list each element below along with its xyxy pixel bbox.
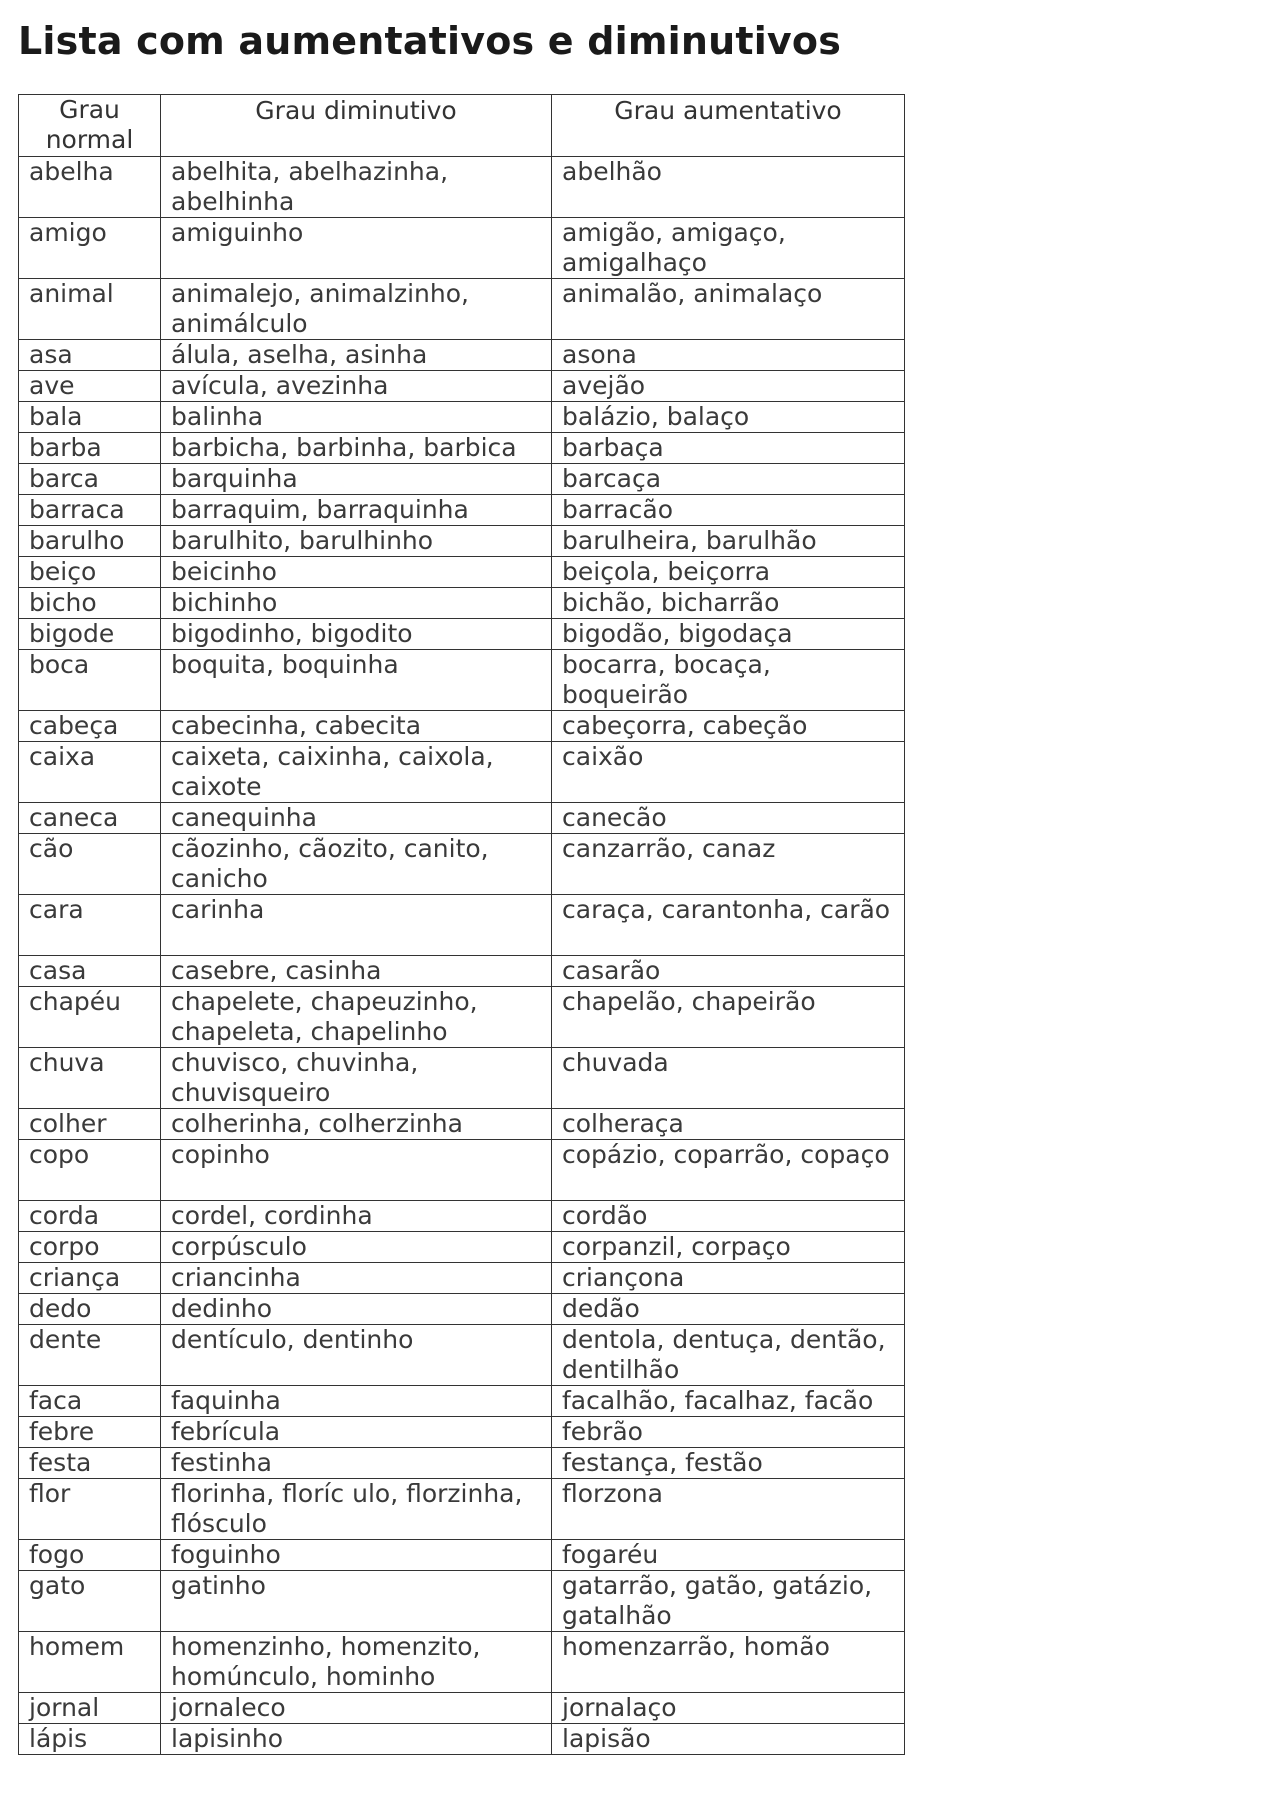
table-row — [19, 803, 905, 834]
cell-grau-normal: dente — [19, 1325, 161, 1386]
table-row — [19, 742, 905, 803]
table-row — [19, 1417, 905, 1448]
cell-grau-normal: fogo — [19, 1540, 161, 1571]
cell-grau-normal: animal — [19, 279, 161, 340]
table-row — [19, 464, 905, 495]
table-row — [19, 340, 905, 371]
table-row — [19, 1325, 905, 1386]
cell-grau-diminutivo: cabecinha, cabecita — [161, 711, 552, 742]
cell-grau-normal: bala — [19, 402, 161, 433]
cell-grau-aumentativo: bichão, bicharrão — [552, 588, 905, 619]
cell-grau-normal: abelha — [19, 157, 161, 218]
table-row — [19, 526, 905, 557]
cell-grau-diminutivo: beicinho — [161, 557, 552, 588]
cell-grau-diminutivo: dedinho — [161, 1294, 552, 1325]
cell-grau-aumentativo: barcaça — [552, 464, 905, 495]
table-row — [19, 1048, 905, 1109]
table-row — [19, 1140, 905, 1201]
cell-grau-normal: gato — [19, 1571, 161, 1632]
table-row — [19, 1448, 905, 1479]
cell-grau-aumentativo: canzarrão, canaz — [552, 834, 905, 895]
cell-grau-normal: corpo — [19, 1232, 161, 1263]
cell-grau-diminutivo: álula, aselha, asinha — [161, 340, 552, 371]
cell-grau-diminutivo: florinha, floríc ulo, florzinha, flósculo — [161, 1479, 552, 1540]
cell-grau-aumentativo: festança, festão — [552, 1448, 905, 1479]
cell-grau-aumentativo: casarão — [552, 956, 905, 987]
table-row — [19, 1263, 905, 1294]
cell-grau-aumentativo: homenzarrão, homão — [552, 1632, 905, 1693]
cell-grau-normal: colher — [19, 1109, 161, 1140]
cell-grau-normal: casa — [19, 956, 161, 987]
cell-grau-diminutivo: abelhita, abelhazinha, abelhinha — [161, 157, 552, 218]
cell-grau-normal: barba — [19, 433, 161, 464]
cell-grau-normal: caixa — [19, 742, 161, 803]
cell-grau-aumentativo: barulheira, barulhão — [552, 526, 905, 557]
cell-grau-diminutivo: avícula, avezinha — [161, 371, 552, 402]
table-row — [19, 588, 905, 619]
cell-grau-diminutivo: lapisinho — [161, 1724, 552, 1755]
cell-grau-diminutivo: caixeta, caixinha, caixola, caixote — [161, 742, 552, 803]
cell-grau-aumentativo: caixão — [552, 742, 905, 803]
cell-grau-aumentativo: chuvada — [552, 1048, 905, 1109]
table-row — [19, 711, 905, 742]
cell-grau-aumentativo: balázio, balaço — [552, 402, 905, 433]
cell-grau-normal: cabeça — [19, 711, 161, 742]
cell-grau-diminutivo: febrícula — [161, 1417, 552, 1448]
cell-grau-diminutivo: colherinha, colherzinha — [161, 1109, 552, 1140]
table-row — [19, 1232, 905, 1263]
cell-grau-aumentativo: barracão — [552, 495, 905, 526]
cell-grau-aumentativo: avejão — [552, 371, 905, 402]
cell-grau-normal: beiço — [19, 557, 161, 588]
table-row — [19, 495, 905, 526]
table-row — [19, 1724, 905, 1755]
cell-grau-diminutivo: cãozinho, cãozito, canito, canicho — [161, 834, 552, 895]
cell-grau-diminutivo: dentículo, dentinho — [161, 1325, 552, 1386]
cell-grau-diminutivo: boquita, boquinha — [161, 650, 552, 711]
cell-grau-diminutivo: chuvisco, chuvinha, chuvisqueiro — [161, 1048, 552, 1109]
cell-grau-aumentativo: gatarrão, gatão, gatázio, gatalhão — [552, 1571, 905, 1632]
cell-grau-normal: asa — [19, 340, 161, 371]
table-row — [19, 650, 905, 711]
cell-grau-aumentativo: caraça, carantonha, carão — [552, 895, 905, 956]
cell-grau-normal: amigo — [19, 218, 161, 279]
cell-grau-diminutivo: corpúsculo — [161, 1232, 552, 1263]
table-row — [19, 402, 905, 433]
table-row — [19, 557, 905, 588]
cell-grau-diminutivo: casebre, casinha — [161, 956, 552, 987]
cell-grau-diminutivo: barraquim, barraquinha — [161, 495, 552, 526]
cell-grau-normal: barulho — [19, 526, 161, 557]
cell-grau-diminutivo: festinha — [161, 1448, 552, 1479]
cell-grau-aumentativo: copázio, coparrão, copaço — [552, 1140, 905, 1201]
table-row — [19, 1109, 905, 1140]
cell-grau-normal: caneca — [19, 803, 161, 834]
cell-grau-normal: lápis — [19, 1724, 161, 1755]
table-row — [19, 1201, 905, 1232]
table-row — [19, 1540, 905, 1571]
cell-grau-diminutivo: barbicha, barbinha, barbica — [161, 433, 552, 464]
cell-grau-diminutivo: foguinho — [161, 1540, 552, 1571]
table-row — [19, 1571, 905, 1632]
header-grau-aumentativo: Grau aumentativo — [552, 95, 905, 157]
cell-grau-diminutivo: barquinha — [161, 464, 552, 495]
cell-grau-aumentativo: beiçola, beiçorra — [552, 557, 905, 588]
cell-grau-normal: corda — [19, 1201, 161, 1232]
table-row — [19, 619, 905, 650]
cell-grau-normal: barraca — [19, 495, 161, 526]
cell-grau-diminutivo: gatinho — [161, 1571, 552, 1632]
cell-grau-normal: ave — [19, 371, 161, 402]
cell-grau-aumentativo: barbaça — [552, 433, 905, 464]
cell-grau-aumentativo: jornalaço — [552, 1693, 905, 1724]
table-row — [19, 279, 905, 340]
cell-grau-aumentativo: bigodão, bigodaça — [552, 619, 905, 650]
cell-grau-diminutivo: canequinha — [161, 803, 552, 834]
cell-grau-normal: copo — [19, 1140, 161, 1201]
cell-grau-aumentativo: colheraça — [552, 1109, 905, 1140]
cell-grau-aumentativo: florzona — [552, 1479, 905, 1540]
cell-grau-diminutivo: amiguinho — [161, 218, 552, 279]
cell-grau-normal: faca — [19, 1386, 161, 1417]
table-row — [19, 218, 905, 279]
table-row — [19, 157, 905, 218]
cell-grau-normal: homem — [19, 1632, 161, 1693]
degree-table — [18, 94, 905, 1755]
table-body — [19, 157, 905, 1755]
table-row — [19, 895, 905, 956]
table-row — [19, 956, 905, 987]
cell-grau-diminutivo: barulhito, barulhinho — [161, 526, 552, 557]
cell-grau-diminutivo: copinho — [161, 1140, 552, 1201]
cell-grau-normal: chuva — [19, 1048, 161, 1109]
cell-grau-aumentativo: cordão — [552, 1201, 905, 1232]
cell-grau-normal: bigode — [19, 619, 161, 650]
cell-grau-normal: cara — [19, 895, 161, 956]
cell-grau-diminutivo: criancinha — [161, 1263, 552, 1294]
cell-grau-diminutivo: chapelete, chapeuzinho, chapeleta, chapelinho — [161, 987, 552, 1048]
cell-grau-normal: bicho — [19, 588, 161, 619]
table-row — [19, 987, 905, 1048]
cell-grau-aumentativo: animalão, animalaço — [552, 279, 905, 340]
cell-grau-diminutivo: carinha — [161, 895, 552, 956]
cell-grau-aumentativo: lapisão — [552, 1724, 905, 1755]
cell-grau-normal: boca — [19, 650, 161, 711]
table-row — [19, 371, 905, 402]
header-grau-diminutivo: Grau diminutivo — [161, 95, 552, 157]
cell-grau-normal: festa — [19, 1448, 161, 1479]
cell-grau-aumentativo: abelhão — [552, 157, 905, 218]
cell-grau-normal: dedo — [19, 1294, 161, 1325]
cell-grau-aumentativo: dedão — [552, 1294, 905, 1325]
cell-grau-aumentativo: dentola, dentuça, dentão, dentilhão — [552, 1325, 905, 1386]
cell-grau-diminutivo: animalejo, animalzinho, animálculo — [161, 279, 552, 340]
cell-grau-diminutivo: faquinha — [161, 1386, 552, 1417]
cell-grau-normal: cão — [19, 834, 161, 895]
cell-grau-aumentativo: fogaréu — [552, 1540, 905, 1571]
cell-grau-diminutivo: homenzinho, homenzito, homúnculo, hominho — [161, 1632, 552, 1693]
table-header-row — [19, 95, 905, 157]
cell-grau-aumentativo: chapelão, chapeirão — [552, 987, 905, 1048]
cell-grau-aumentativo: bocarra, bocaça, boqueirão — [552, 650, 905, 711]
header-grau-normal: Grau normal — [19, 95, 161, 157]
cell-grau-normal: chapéu — [19, 987, 161, 1048]
cell-grau-normal: jornal — [19, 1693, 161, 1724]
cell-grau-aumentativo: amigão, amigaço, amigalhaço — [552, 218, 905, 279]
cell-grau-diminutivo: bichinho — [161, 588, 552, 619]
cell-grau-aumentativo: criançona — [552, 1263, 905, 1294]
cell-grau-normal: flor — [19, 1479, 161, 1540]
table-row — [19, 1479, 905, 1540]
page-title: Lista com aumentativos e diminutivos — [18, 19, 842, 63]
cell-grau-aumentativo: canecão — [552, 803, 905, 834]
table-row — [19, 1693, 905, 1724]
table-row — [19, 1294, 905, 1325]
cell-grau-diminutivo: bigodinho, bigodito — [161, 619, 552, 650]
cell-grau-diminutivo: jornaleco — [161, 1693, 552, 1724]
table-row — [19, 834, 905, 895]
cell-grau-aumentativo: cabeçorra, cabeção — [552, 711, 905, 742]
cell-grau-normal: febre — [19, 1417, 161, 1448]
table-row — [19, 1386, 905, 1417]
cell-grau-diminutivo: balinha — [161, 402, 552, 433]
cell-grau-aumentativo: febrão — [552, 1417, 905, 1448]
cell-grau-aumentativo: asona — [552, 340, 905, 371]
cell-grau-aumentativo: corpanzil, corpaço — [552, 1232, 905, 1263]
cell-grau-normal: barca — [19, 464, 161, 495]
table-row — [19, 1632, 905, 1693]
cell-grau-diminutivo: cordel, cordinha — [161, 1201, 552, 1232]
cell-grau-normal: criança — [19, 1263, 161, 1294]
cell-grau-aumentativo: facalhão, facalhaz, facão — [552, 1386, 905, 1417]
table-row — [19, 433, 905, 464]
